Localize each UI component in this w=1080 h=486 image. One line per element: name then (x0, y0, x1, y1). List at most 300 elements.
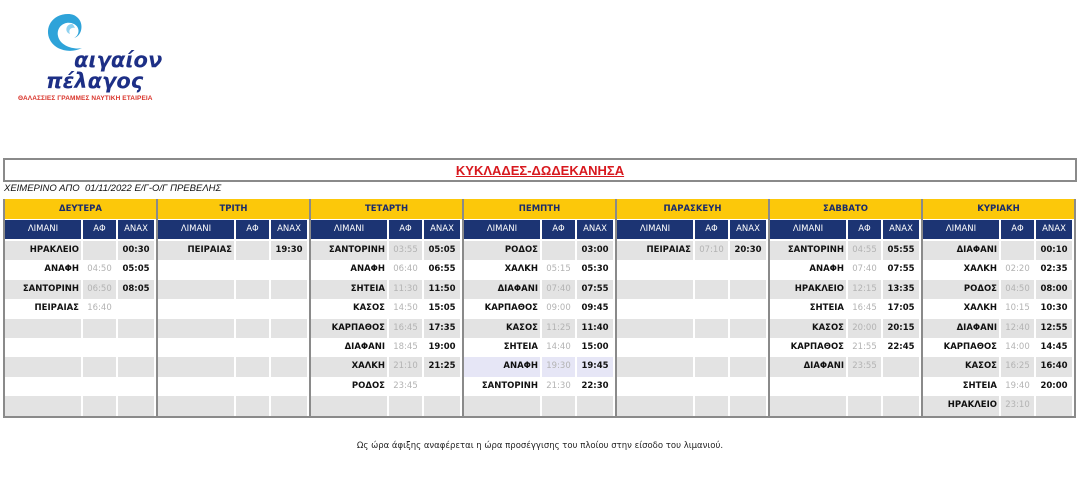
port-cell: ΣΗΤΕΙΑ (311, 280, 387, 299)
port-cell (5, 357, 81, 376)
departure-cell: 07:10 (695, 241, 728, 260)
departure-cell (236, 338, 269, 357)
port-column-header: ΛΙΜΑΝΙ (5, 220, 81, 239)
day-column (309, 199, 462, 418)
port-cell: ΠΕΙΡΑΙΑΣ (34, 303, 79, 314)
port-column-header: ΛΙΜΑΝΙ (770, 220, 846, 239)
arrival-cell (730, 319, 766, 338)
logo-word-2: πέλαγος (46, 69, 144, 93)
departure-cell (542, 241, 575, 260)
table-row (770, 260, 921, 279)
port-cell: ΗΡΑΚΛΕΙΟ (5, 241, 81, 260)
port-cell: ΚΑΡΠΑΘΟΣ (943, 341, 997, 352)
arrival-cell: 10:30 (1040, 303, 1068, 314)
table-row (923, 299, 1074, 318)
departure-cell: 11:25 (542, 319, 575, 338)
arrival-cell (271, 357, 307, 376)
table-row (311, 319, 462, 338)
arrival-cell: 19:30 (271, 241, 307, 260)
column-headers (5, 220, 156, 239)
departure-cell: 21:55 (852, 341, 877, 352)
departure-cell (236, 241, 269, 260)
arrival-cell (271, 260, 307, 279)
port-cell (158, 260, 234, 279)
day-column (3, 199, 156, 418)
departure-cell (83, 241, 116, 260)
departure-cell: 14:00 (1005, 341, 1030, 352)
table-row (158, 377, 309, 396)
arrival-cell: 06:55 (428, 264, 456, 275)
departure-cell: 21:30 (546, 380, 571, 391)
port-cell: ΣΗΤΕΙΑ (809, 303, 844, 314)
departure-column-header: ΑΦ (236, 220, 269, 239)
port-cell (464, 396, 540, 415)
table-row (770, 377, 921, 396)
arrival-column-header: ΑΝΑΧ (883, 220, 919, 239)
departure-cell (236, 377, 269, 396)
table-row (617, 319, 768, 338)
departure-cell (695, 260, 728, 279)
departure-column-header: ΑΦ (1001, 220, 1034, 239)
day-header: ΔΕΥΤΕΡΑ (5, 199, 156, 219)
port-cell: ΡΟΔΟΣ (923, 280, 999, 299)
port-cell (158, 357, 234, 376)
arrival-cell: 19:45 (577, 357, 613, 376)
departure-column-header: ΑΦ (389, 220, 422, 239)
port-cell: ΚΑΣΟΣ (770, 319, 846, 338)
port-cell: ΧΑΛΚΗ (963, 303, 997, 314)
table-row (464, 377, 615, 396)
table-row (770, 241, 921, 260)
schedule-subtitle: ΧΕΙΜΕΡΙΝΟ ΑΠΟ 01/11/2022 Ε/Γ-Ο/Γ ΠΡΕΒΕΛΗΣ (4, 183, 222, 194)
table-row (923, 377, 1074, 396)
departure-cell: 16:45 (852, 303, 877, 314)
arrival-cell: 20:00 (1040, 380, 1068, 391)
table-row (5, 319, 156, 338)
departure-cell: 23:55 (848, 357, 881, 376)
day-header: ΚΥΡΙΑΚΗ (923, 199, 1074, 219)
departure-cell: 05:15 (546, 264, 571, 275)
port-cell: ΚΑΡΠΑΘΟΣ (790, 341, 844, 352)
arrival-cell: 22:45 (887, 341, 915, 352)
port-cell (158, 338, 234, 357)
port-cell: ΣΗΤΕΙΑ (962, 380, 997, 391)
table-row (5, 357, 156, 376)
port-cell (617, 319, 693, 338)
port-cell: ΑΝΑΦΗ (350, 264, 385, 275)
table-row (923, 280, 1074, 299)
port-cell (617, 260, 693, 279)
arrival-cell (118, 299, 154, 318)
departure-cell (83, 319, 116, 338)
departure-cell (389, 396, 422, 415)
arrival-cell: 20:15 (883, 319, 919, 338)
table-row (5, 299, 156, 318)
port-cell: ΣΑΝΤΟΡΙΝΗ (481, 380, 538, 391)
table-row (770, 338, 921, 357)
departure-cell (848, 396, 881, 415)
arrival-cell: 17:35 (424, 319, 460, 338)
table-row (464, 241, 615, 260)
column-headers (617, 220, 768, 239)
port-cell (5, 377, 81, 396)
route-title: ΚΥΚΛΑΔΕΣ-ΔΩΔΕΚΑΝΗΣΑ (455, 163, 625, 178)
table-row (923, 241, 1074, 260)
table-row (158, 338, 309, 357)
port-cell (617, 357, 693, 376)
port-cell (617, 377, 693, 396)
arrival-cell: 08:00 (1036, 280, 1072, 299)
table-row (617, 299, 768, 318)
table-row (158, 396, 309, 415)
port-column-header: ΛΙΜΑΝΙ (923, 220, 999, 239)
departure-cell (695, 396, 728, 415)
port-cell: ΧΑΛΚΗ (311, 357, 387, 376)
port-cell: ΚΑΣΟΣ (464, 319, 540, 338)
departure-cell: 19:40 (1005, 380, 1030, 391)
arrival-cell (118, 357, 154, 376)
port-cell: ΗΡΑΚΛΕΙΟ (923, 396, 999, 415)
arrival-cell (730, 377, 766, 396)
arrival-column-header: ΑΝΑΧ (118, 220, 154, 239)
arrival-cell (424, 396, 460, 415)
arrival-cell: 12:55 (1036, 319, 1072, 338)
table-row (464, 357, 615, 376)
port-cell (617, 280, 693, 299)
port-cell (158, 396, 234, 415)
table-row (923, 396, 1074, 415)
day-header: ΣΑΒΒΑΤΟ (770, 199, 921, 219)
departure-cell (695, 338, 728, 357)
table-row (923, 338, 1074, 357)
arrival-cell: 09:45 (581, 303, 609, 314)
departure-cell (236, 357, 269, 376)
port-cell (158, 299, 234, 318)
port-cell (158, 377, 234, 396)
table-row (311, 377, 462, 396)
table-row (311, 260, 462, 279)
departure-cell: 11:30 (389, 280, 422, 299)
departure-cell: 06:50 (83, 280, 116, 299)
arrival-cell (271, 319, 307, 338)
table-row (770, 396, 921, 415)
port-cell: ΔΙΑΦΑΝΙ (923, 241, 999, 260)
port-cell: ΣΑΝΤΟΡΙΝΗ (5, 280, 81, 299)
port-cell: ΡΟΔΟΣ (351, 380, 385, 391)
port-cell: ΡΟΔΟΣ (464, 241, 540, 260)
departure-cell (695, 299, 728, 318)
arrival-cell: 05:30 (581, 264, 609, 275)
column-headers (158, 220, 309, 239)
port-cell (158, 280, 234, 299)
arrival-cell (730, 338, 766, 357)
table-row (5, 280, 156, 299)
departure-cell: 19:30 (542, 357, 575, 376)
timetable (3, 199, 1077, 419)
day-header: ΠΑΡΑΣΚΕΥΗ (617, 199, 768, 219)
table-row (5, 396, 156, 415)
port-cell: ΣΑΝΤΟΡΙΝΗ (770, 241, 846, 260)
day-column (462, 199, 615, 418)
table-row (770, 280, 921, 299)
table-row (5, 241, 156, 260)
arrival-cell (883, 396, 919, 415)
port-cell (770, 377, 846, 396)
departure-cell: 16:40 (87, 303, 112, 314)
departure-cell: 16:25 (1001, 357, 1034, 376)
arrival-cell (271, 280, 307, 299)
arrival-cell: 05:05 (122, 264, 150, 275)
departure-cell (83, 357, 116, 376)
arrival-cell (118, 319, 154, 338)
departure-cell: 23:10 (1001, 396, 1034, 415)
table-row (311, 299, 462, 318)
table-row (5, 260, 156, 279)
departure-cell (236, 260, 269, 279)
logo-tagline: ΘΑΛΑΣΣΙΕΣ ΓΡΑΜΜΕΣ ΝΑΥΤΙΚΗ ΕΤΑΙΡΕΙΑ (18, 95, 153, 102)
arrival-column-header: ΑΝΑΧ (577, 220, 613, 239)
port-column-header: ΛΙΜΑΝΙ (311, 220, 387, 239)
port-cell (617, 299, 693, 318)
column-headers (311, 220, 462, 239)
column-headers (770, 220, 921, 239)
port-cell (770, 396, 846, 415)
table-row (617, 338, 768, 357)
table-row (5, 338, 156, 357)
arrival-cell: 07:55 (887, 264, 915, 275)
port-cell (5, 338, 81, 357)
table-row (770, 319, 921, 338)
arrival-column-header: ΑΝΑΧ (424, 220, 460, 239)
day-header: ΠΕΜΠΤΗ (464, 199, 615, 219)
port-cell (617, 396, 693, 415)
departure-column-header: ΑΦ (848, 220, 881, 239)
table-row (464, 260, 615, 279)
table-row (923, 319, 1074, 338)
day-column (768, 199, 921, 418)
port-cell (617, 338, 693, 357)
arrival-cell: 07:55 (577, 280, 613, 299)
departure-cell: 14:50 (393, 303, 418, 314)
arrival-cell (424, 377, 460, 396)
arrival-cell (271, 377, 307, 396)
departure-column-header: ΑΦ (542, 220, 575, 239)
departure-cell (83, 396, 116, 415)
table-row (770, 357, 921, 376)
arrival-cell: 14:45 (1040, 341, 1068, 352)
arrival-cell (1036, 396, 1072, 415)
arrival-cell: 15:05 (428, 303, 456, 314)
arrival-cell: 02:35 (1040, 264, 1068, 275)
arrival-column-header: ΑΝΑΧ (1036, 220, 1072, 239)
arrival-cell (730, 280, 766, 299)
port-cell: ΑΝΑΦΗ (44, 264, 79, 275)
table-row (311, 338, 462, 357)
arrival-cell: 05:05 (424, 241, 460, 260)
arrival-cell: 03:00 (577, 241, 613, 260)
table-row (158, 280, 309, 299)
port-cell: ΣΑΝΤΟΡΙΝΗ (311, 241, 387, 260)
departure-cell: 16:45 (389, 319, 422, 338)
port-column-header: ΛΙΜΑΝΙ (464, 220, 540, 239)
day-header: ΤΡΙΤΗ (158, 199, 309, 219)
arrival-cell: 21:25 (424, 357, 460, 376)
departure-cell (83, 377, 116, 396)
footnote: Ως ώρα άφιξης αναφέρεται η ώρα προσέγγισης του πλοίου στην είσοδο του λιμανιού. (356, 441, 724, 451)
departure-cell (236, 396, 269, 415)
table-row (464, 299, 615, 318)
table-row (617, 357, 768, 376)
port-cell: ΚΑΡΠΑΘΟΣ (484, 303, 538, 314)
table-row (5, 377, 156, 396)
arrival-cell (730, 396, 766, 415)
port-cell: ΚΑΣΟΣ (352, 303, 385, 314)
departure-cell (236, 319, 269, 338)
departure-cell: 21:10 (389, 357, 422, 376)
arrival-cell (271, 338, 307, 357)
departure-cell: 06:40 (393, 264, 418, 275)
departure-cell: 12:15 (848, 280, 881, 299)
table-row (617, 377, 768, 396)
arrival-cell (271, 396, 307, 415)
column-headers (923, 220, 1074, 239)
port-cell (5, 396, 81, 415)
port-cell: ΚΑΡΠΑΘΟΣ (311, 319, 387, 338)
table-row (923, 357, 1074, 376)
port-cell: ΑΝΑΦΗ (809, 264, 844, 275)
arrival-cell: 22:30 (581, 380, 609, 391)
table-row (158, 260, 309, 279)
table-row (311, 241, 462, 260)
table-row (617, 396, 768, 415)
arrival-cell (883, 357, 919, 376)
departure-cell: 23:45 (393, 380, 418, 391)
departure-cell (83, 338, 116, 357)
departure-cell (1001, 241, 1034, 260)
day-header: ΤΕΤΑΡΤΗ (311, 199, 462, 219)
port-cell: ΠΕΙΡΑΙΑΣ (158, 241, 234, 260)
departure-cell: 10:15 (1005, 303, 1030, 314)
arrival-cell (883, 377, 919, 396)
departure-cell: 02:20 (1005, 264, 1030, 275)
table-row (158, 357, 309, 376)
departure-cell (695, 357, 728, 376)
arrival-cell (730, 260, 766, 279)
port-cell (5, 319, 81, 338)
company-logo (14, 10, 184, 110)
table-row (923, 260, 1074, 279)
arrival-cell (271, 299, 307, 318)
departure-cell: 07:40 (542, 280, 575, 299)
departure-cell (236, 299, 269, 318)
arrival-cell (118, 338, 154, 357)
departure-cell (695, 280, 728, 299)
departure-cell: 03:55 (389, 241, 422, 260)
departure-column-header: ΑΦ (83, 220, 116, 239)
port-cell (158, 319, 234, 338)
arrival-cell: 20:30 (730, 241, 766, 260)
departure-cell (236, 280, 269, 299)
table-row (464, 319, 615, 338)
arrival-cell: 19:00 (428, 341, 456, 352)
port-cell: ΚΑΣΟΣ (923, 357, 999, 376)
logo-word-1: αιγαίον (74, 48, 163, 72)
port-cell: ΣΗΤΕΙΑ (503, 341, 538, 352)
column-headers (464, 220, 615, 239)
port-cell: ΔΙΑΦΑΝΙ (464, 280, 540, 299)
table-row (617, 260, 768, 279)
departure-cell: 07:40 (852, 264, 877, 275)
arrival-cell: 13:35 (883, 280, 919, 299)
table-row (158, 299, 309, 318)
table-row (311, 396, 462, 415)
departure-cell (848, 377, 881, 396)
port-cell: ΔΙΑΦΑΝΙ (923, 319, 999, 338)
arrival-cell (118, 396, 154, 415)
table-row (617, 241, 768, 260)
departure-cell (695, 377, 728, 396)
departure-cell: 04:50 (87, 264, 112, 275)
day-column (156, 199, 309, 418)
arrival-cell: 16:40 (1036, 357, 1072, 376)
port-cell: ΧΑΛΚΗ (963, 264, 997, 275)
departure-column-header: ΑΦ (695, 220, 728, 239)
port-cell: ΗΡΑΚΛΕΙΟ (770, 280, 846, 299)
arrival-cell (577, 396, 613, 415)
arrival-cell (730, 357, 766, 376)
port-column-header: ΛΙΜΑΝΙ (617, 220, 693, 239)
arrival-cell: 00:30 (118, 241, 154, 260)
arrival-column-header: ΑΝΑΧ (271, 220, 307, 239)
port-cell: ΔΙΑΦΑΝΙ (770, 357, 846, 376)
arrival-cell: 15:00 (581, 341, 609, 352)
port-cell: ΔΙΑΦΑΝΙ (344, 341, 385, 352)
departure-cell: 04:50 (1001, 280, 1034, 299)
table-row (464, 338, 615, 357)
table-row (617, 280, 768, 299)
table-row (311, 280, 462, 299)
port-cell: ΠΕΙΡΑΙΑΣ (617, 241, 693, 260)
port-cell: ΑΝΑΦΗ (464, 357, 540, 376)
departure-cell: 12:40 (1001, 319, 1034, 338)
table-row (464, 280, 615, 299)
table-row (770, 299, 921, 318)
arrival-column-header: ΑΝΑΧ (730, 220, 766, 239)
arrival-cell: 11:40 (577, 319, 613, 338)
port-cell: ΧΑΛΚΗ (504, 264, 538, 275)
arrival-cell (118, 377, 154, 396)
arrival-cell: 17:05 (887, 303, 915, 314)
route-title-box (3, 158, 1077, 182)
arrival-cell (730, 299, 766, 318)
arrival-cell: 05:55 (883, 241, 919, 260)
table-row (158, 241, 309, 260)
day-column (615, 199, 768, 418)
table-row (311, 357, 462, 376)
day-column (921, 199, 1076, 418)
port-column-header: ΛΙΜΑΝΙ (158, 220, 234, 239)
departure-cell: 09:00 (546, 303, 571, 314)
departure-cell: 20:00 (848, 319, 881, 338)
arrival-cell: 11:50 (424, 280, 460, 299)
departure-cell (695, 319, 728, 338)
table-row (158, 319, 309, 338)
arrival-cell: 08:05 (118, 280, 154, 299)
table-row (464, 396, 615, 415)
port-cell (311, 396, 387, 415)
departure-cell (542, 396, 575, 415)
departure-cell: 14:40 (546, 341, 571, 352)
